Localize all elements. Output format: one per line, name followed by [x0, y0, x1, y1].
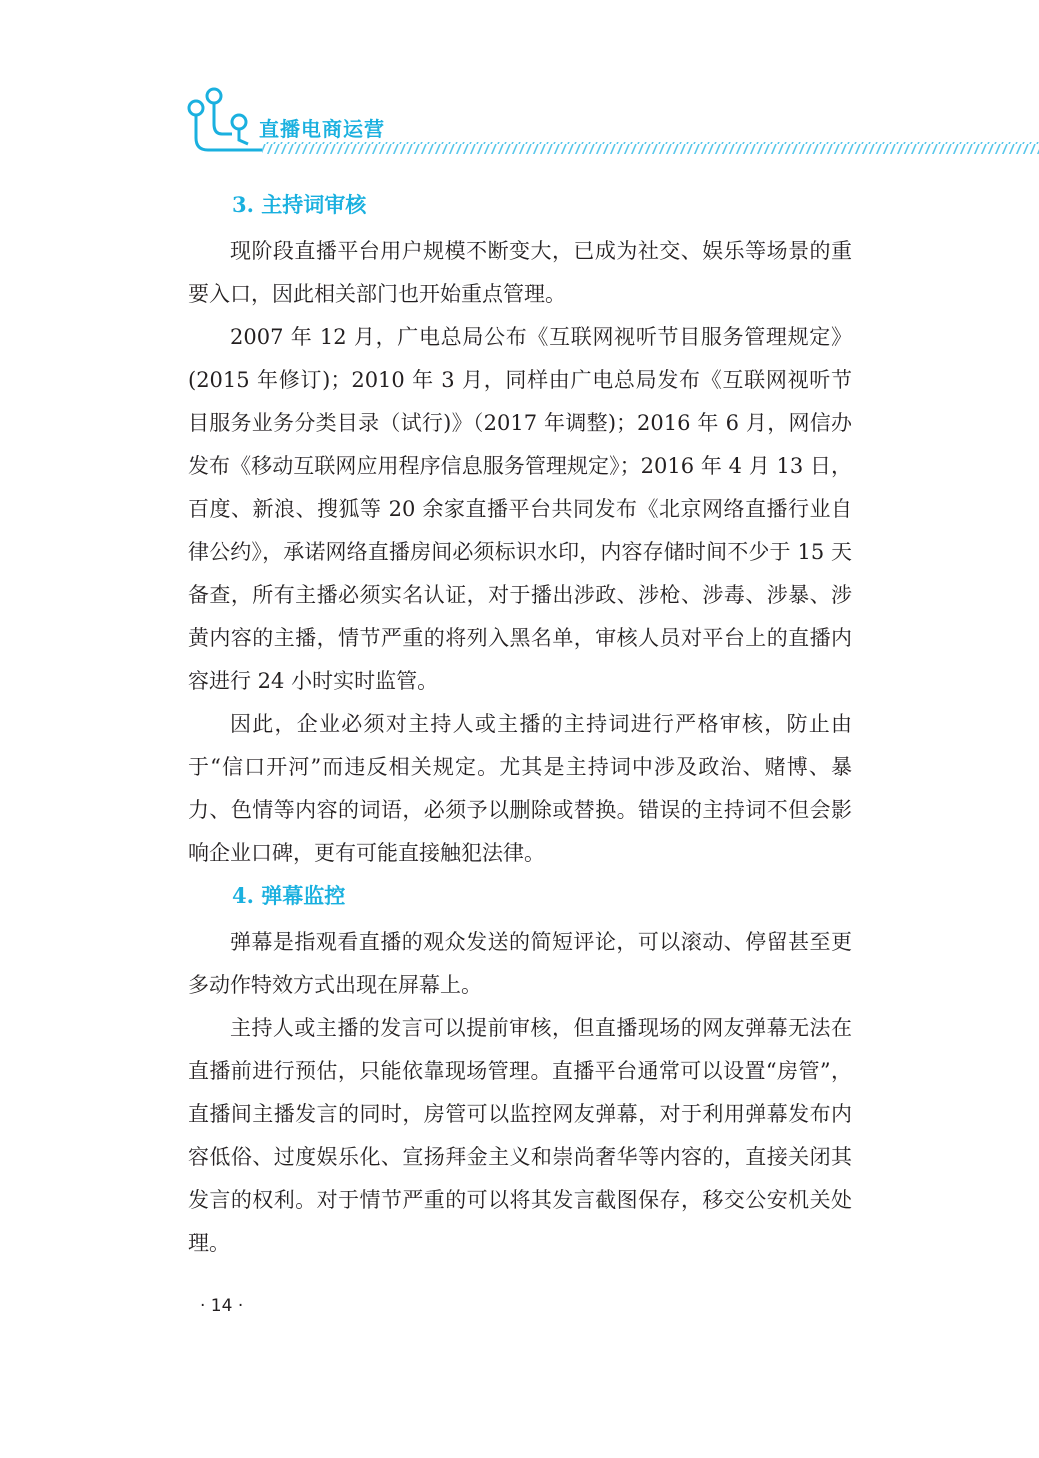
section-title: 4. 弹幕监控 — [232, 883, 346, 908]
paragraph: 现阶段直播平台用户规模不断变大，已成为社交、娱乐等场景的重要入口，因此相关部门也开始重点管理。 — [188, 239, 852, 306]
paragraph: 因此，企业必须对主持人或主播的主持词进行严格审核，防止由于“信口开河”而违反相关规定。尤其是主持词中涉及政治、赌博、暴力、色情等内容的词语，必须予以删除或替换。错误的主持词不但会影响企业口碑，更有可能直接触犯法律。 — [188, 712, 852, 865]
paragraph: 2007 年 12 月，广电总局公布《互联网视听节目服务管理规定》(2015 年修订)；2010 年 3 月，同样由广电总局发布《互联网视听节目服务业务分类目录（试行)》（2017 年调整)；2016 年 6 月，网信办发布《移动互联网应用程序信息服务管理规定》；2016 年 4 月 13 日，百度、新浪、搜狐等 20 余家直播平台共同发布《北京网络直播行业自律公约》，承诺网络直播房间必须标识水印，内容存储时间不少于 15 天备查，所有主播必须实名认证，对于播出涉政、涉枪、涉毒、涉暴、涉黄内容的主播，情节严重的将列入黑名单，审核人员对平台上的直播内容进行 24 小时实时监管。 — [188, 325, 852, 693]
paragraph: 主持人或主播的发言可以提前审核，但直播现场的网友弹幕无法在直播前进行预估，只能依靠现场管理。直播平台通常可以设置“房管”，直播间主播发言的同时，房管可以监控网友弹幕，对于利用弹幕发布内容低俗、过度娱乐化、宣扬拜金主义和崇尚奢华等内容的，直接关闭其发言的权利。对于情节严重的可以将其发言截图保存，移交公安机关处理。 — [188, 1016, 852, 1255]
section-3 — [188, 190, 852, 875]
section-title: 3. 主持词审核 — [232, 192, 367, 217]
paragraph: 弹幕是指观看直播的观众发送的简短评论，可以滚动、停留甚至更多动作特效方式出现在屏幕上。 — [188, 930, 852, 997]
section-4 — [188, 881, 852, 1265]
page-header — [0, 0, 1039, 170]
page-number: · 14 · — [200, 1296, 244, 1316]
page-body — [188, 190, 852, 1265]
circuit-logo-icon — [0, 0, 1039, 170]
book-title: 直播电商运营 — [259, 117, 385, 141]
